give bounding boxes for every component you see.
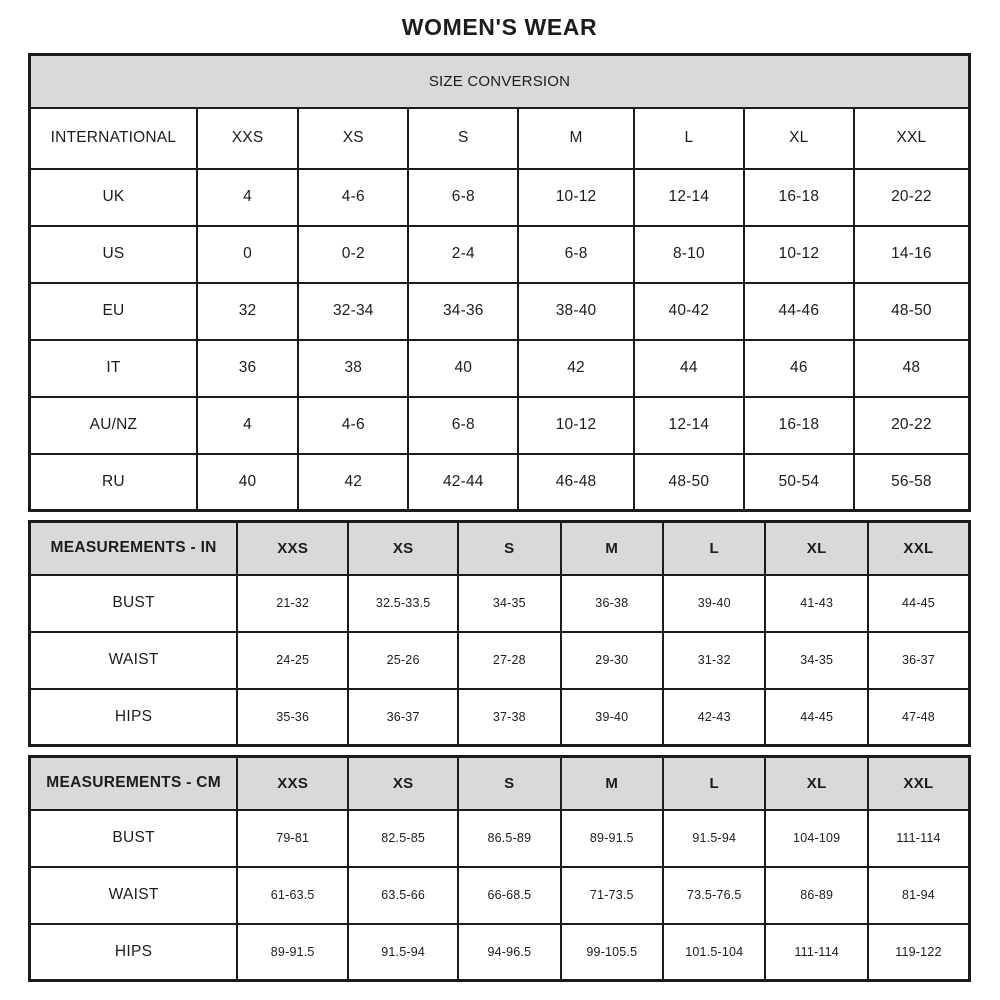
measurements-cm-table (28, 755, 971, 982)
measurements-in-table (28, 520, 971, 747)
measurements-in-header-row (30, 522, 970, 575)
value-cell: 40 (408, 340, 518, 397)
value-cell: 81-94 (868, 867, 970, 924)
page-title: WOMEN'S WEAR (401, 14, 598, 40)
value-cell: 4 (197, 169, 299, 226)
value-cell: 86.5-89 (458, 810, 560, 867)
value-cell: 39-40 (561, 689, 663, 746)
size-column-header: XS (298, 108, 408, 169)
value-cell: 47-48 (868, 689, 970, 746)
value-cell: 14-16 (854, 226, 970, 283)
value-cell: 42 (298, 454, 408, 511)
size-column-header: XL (765, 757, 867, 810)
table-row (30, 340, 970, 397)
value-cell: 44-45 (765, 689, 867, 746)
size-column-header: S (458, 757, 560, 810)
value-cell: 63.5-66 (348, 867, 458, 924)
size-column-header: L (663, 757, 765, 810)
value-cell: 34-35 (765, 632, 867, 689)
value-cell: 0-2 (298, 226, 408, 283)
value-cell: 4 (197, 397, 299, 454)
value-cell: 34-35 (458, 575, 560, 632)
row-label: WAIST (30, 632, 238, 689)
value-cell: 99-105.5 (561, 924, 663, 981)
value-cell: 12-14 (634, 397, 744, 454)
size-column-header: XXL (868, 757, 970, 810)
value-cell: 71-73.5 (561, 867, 663, 924)
value-cell: 42-43 (663, 689, 765, 746)
table-row (30, 867, 970, 924)
table-row (30, 924, 970, 981)
size-column-header: S (408, 108, 518, 169)
value-cell: 34-36 (408, 283, 518, 340)
table-row (30, 689, 970, 746)
size-conversion-table (28, 53, 971, 512)
table-row (30, 575, 970, 632)
value-cell: 89-91.5 (561, 810, 663, 867)
value-cell: 48-50 (854, 283, 970, 340)
table-row (30, 454, 970, 511)
value-cell: 48 (854, 340, 970, 397)
row-label: BUST (30, 810, 238, 867)
value-cell: 44 (634, 340, 744, 397)
value-cell: 39-40 (663, 575, 765, 632)
value-cell: 40-42 (634, 283, 744, 340)
value-cell: 46-48 (518, 454, 634, 511)
value-cell: 24-25 (237, 632, 348, 689)
value-cell: 82.5-85 (348, 810, 458, 867)
value-cell: 4-6 (298, 397, 408, 454)
size-column-header: XXL (868, 522, 970, 575)
value-cell: 32 (197, 283, 299, 340)
size-conversion-header-row (30, 108, 970, 169)
size-column-header: XXS (237, 757, 348, 810)
value-cell: 104-109 (765, 810, 867, 867)
row-label: RU (30, 454, 197, 511)
value-cell: 61-63.5 (237, 867, 348, 924)
value-cell: 46 (744, 340, 854, 397)
row-label: US (30, 226, 197, 283)
size-column-header: L (663, 522, 765, 575)
table-banner-row (30, 55, 970, 108)
value-cell: 73.5-76.5 (663, 867, 765, 924)
value-cell: 8-10 (634, 226, 744, 283)
table-label-header: MEASUREMENTS - IN (30, 522, 238, 575)
table-row (30, 810, 970, 867)
table-row (30, 226, 970, 283)
size-column-header: S (458, 522, 560, 575)
value-cell: 44-46 (744, 283, 854, 340)
table-label-header: INTERNATIONAL (30, 108, 197, 169)
value-cell: 42-44 (408, 454, 518, 511)
row-label: IT (30, 340, 197, 397)
value-cell: 16-18 (744, 169, 854, 226)
table-row (30, 397, 970, 454)
value-cell: 111-114 (868, 810, 970, 867)
value-cell: 32-34 (298, 283, 408, 340)
value-cell: 16-18 (744, 397, 854, 454)
value-cell: 36-37 (348, 689, 458, 746)
value-cell: 42 (518, 340, 634, 397)
value-cell: 91.5-94 (348, 924, 458, 981)
value-cell: 10-12 (518, 169, 634, 226)
value-cell: 38 (298, 340, 408, 397)
measurements-cm-body (30, 810, 970, 981)
size-column-header: M (561, 522, 663, 575)
value-cell: 6-8 (408, 169, 518, 226)
row-label: HIPS (30, 924, 238, 981)
row-label: WAIST (30, 867, 238, 924)
value-cell: 10-12 (744, 226, 854, 283)
row-label: HIPS (30, 689, 238, 746)
value-cell: 21-32 (237, 575, 348, 632)
value-cell: 36 (197, 340, 299, 397)
size-column-header: M (561, 757, 663, 810)
value-cell: 36-38 (561, 575, 663, 632)
value-cell: 48-50 (634, 454, 744, 511)
value-cell: 66-68.5 (458, 867, 560, 924)
row-label: AU/NZ (30, 397, 197, 454)
row-label: BUST (30, 575, 238, 632)
size-column-header: XL (765, 522, 867, 575)
size-conversion-banner: SIZE CONVERSION (30, 55, 970, 108)
measurements-in-body (30, 575, 970, 746)
value-cell: 91.5-94 (663, 810, 765, 867)
size-column-header: L (634, 108, 744, 169)
table-row (30, 283, 970, 340)
value-cell: 41-43 (765, 575, 867, 632)
value-cell: 36-37 (868, 632, 970, 689)
value-cell: 89-91.5 (237, 924, 348, 981)
value-cell: 31-32 (663, 632, 765, 689)
value-cell: 40 (197, 454, 299, 511)
row-label: UK (30, 169, 197, 226)
value-cell: 37-38 (458, 689, 560, 746)
value-cell: 35-36 (237, 689, 348, 746)
value-cell: 12-14 (634, 169, 744, 226)
value-cell: 44-45 (868, 575, 970, 632)
value-cell: 20-22 (854, 169, 970, 226)
value-cell: 79-81 (237, 810, 348, 867)
value-cell: 27-28 (458, 632, 560, 689)
table-label-header: MEASUREMENTS - CM (30, 757, 238, 810)
value-cell: 4-6 (298, 169, 408, 226)
size-column-header: XXS (237, 522, 348, 575)
size-column-header: XXS (197, 108, 299, 169)
value-cell: 50-54 (744, 454, 854, 511)
size-column-header: XL (744, 108, 854, 169)
value-cell: 119-122 (868, 924, 970, 981)
value-cell: 86-89 (765, 867, 867, 924)
value-cell: 111-114 (765, 924, 867, 981)
value-cell: 29-30 (561, 632, 663, 689)
value-cell: 56-58 (854, 454, 970, 511)
value-cell: 10-12 (518, 397, 634, 454)
size-column-header: XXL (854, 108, 970, 169)
value-cell: 0 (197, 226, 299, 283)
size-conversion-body (30, 169, 970, 511)
value-cell: 2-4 (408, 226, 518, 283)
size-column-header: XS (348, 757, 458, 810)
value-cell: 101.5-104 (663, 924, 765, 981)
size-column-header: XS (348, 522, 458, 575)
size-column-header: M (518, 108, 634, 169)
value-cell: 25-26 (348, 632, 458, 689)
value-cell: 38-40 (518, 283, 634, 340)
value-cell: 94-96.5 (458, 924, 560, 981)
value-cell: 32.5-33.5 (348, 575, 458, 632)
value-cell: 20-22 (854, 397, 970, 454)
table-row (30, 632, 970, 689)
measurements-cm-header-row (30, 757, 970, 810)
row-label: EU (30, 283, 197, 340)
value-cell: 6-8 (408, 397, 518, 454)
value-cell: 6-8 (518, 226, 634, 283)
table-row (30, 169, 970, 226)
